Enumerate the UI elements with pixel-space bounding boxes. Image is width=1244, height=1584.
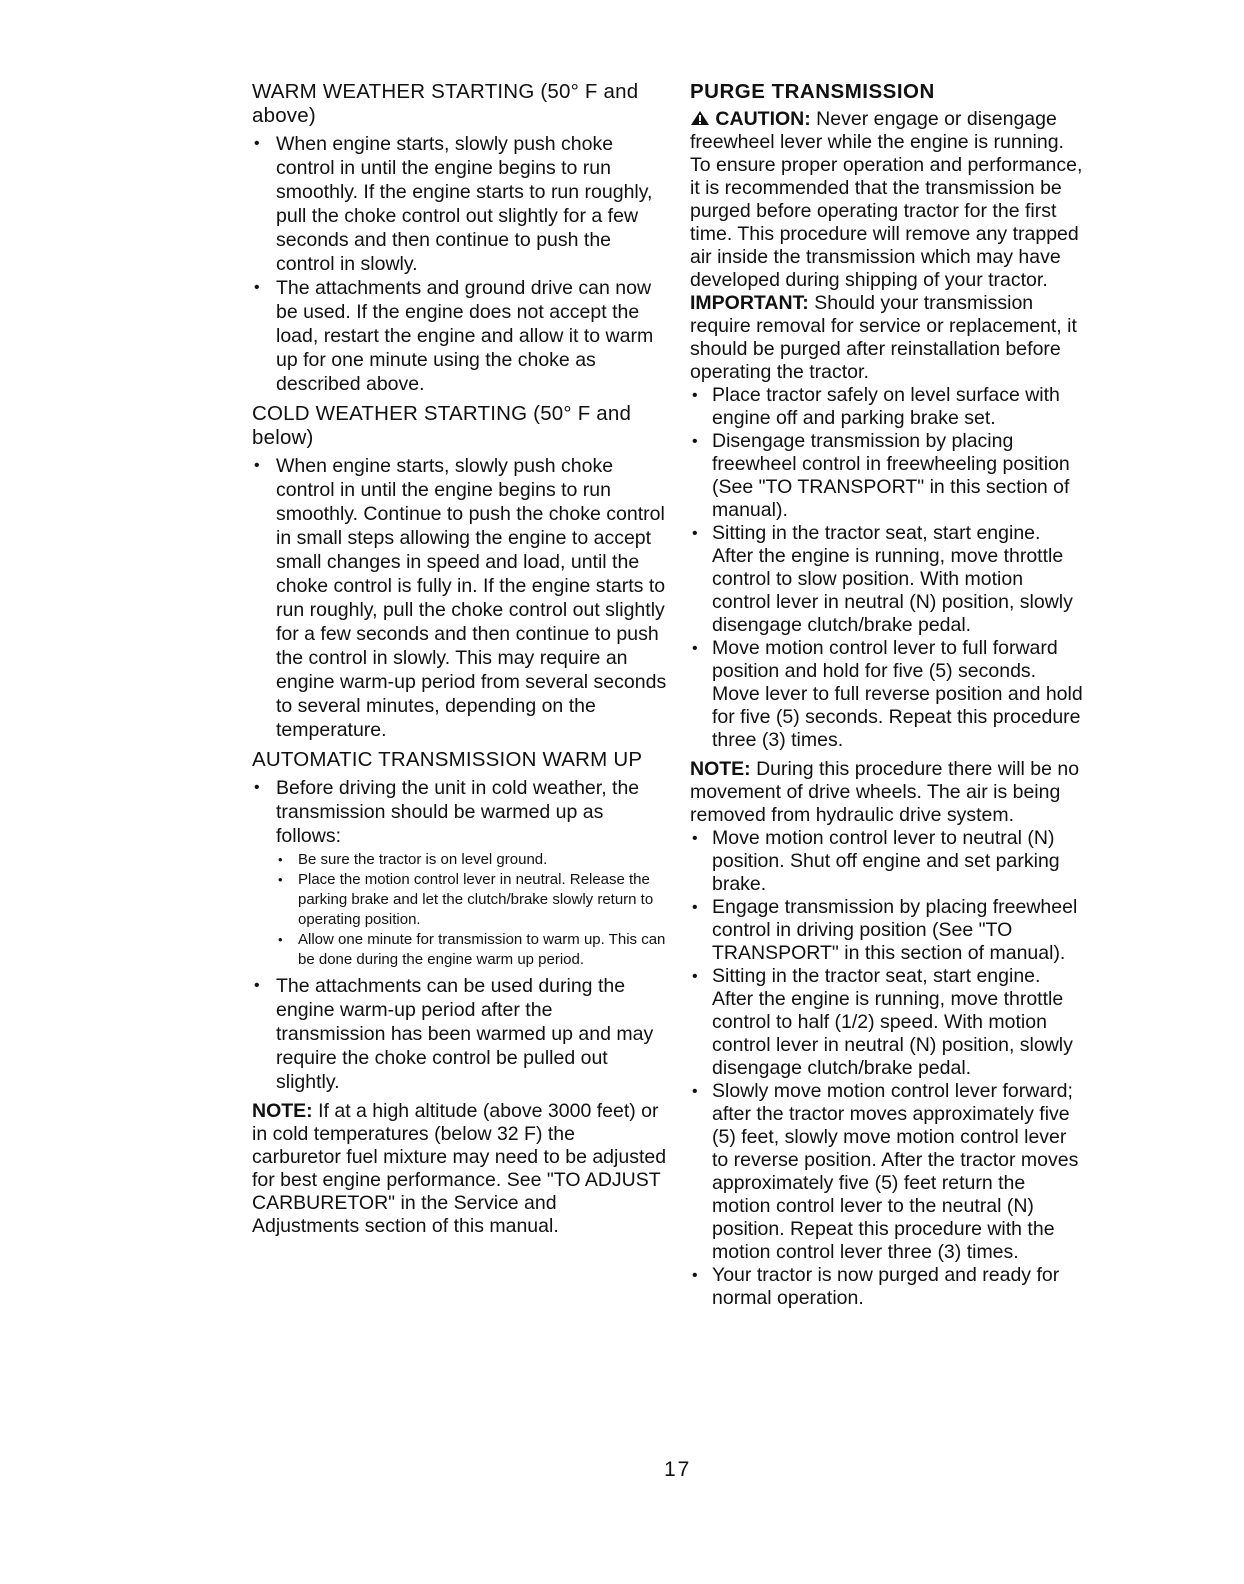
cold-weather-heading: COLD WEATHER STARTING (50° F and below) xyxy=(252,402,632,449)
purge-steps-list-a xyxy=(690,384,1085,752)
list-item: • Disengage transmission by placing freewheel control in freewheeling position (See "TO TRANSPORT" in this section of manual). xyxy=(690,430,1085,522)
list-item: • Sitting in the tractor seat, start engine. After the engine is running, move throttle control to slow position. With motion control lever in neutral (N) position, slowly disengage clutch/brake pedal. xyxy=(690,522,1085,637)
caution-text: Never engage or disengage freewheel lever while the engine is running. xyxy=(690,108,1064,153)
sub-list-item: • Allow one minute for transmission to warm up. This can be done during the engine warm up period. xyxy=(276,930,667,970)
important-text: Should your transmission require removal for service or replacement, it should be purged after reinstallation before operating the tractor. xyxy=(690,292,1077,383)
note-text: If at a high altitude (above 3000 feet) or in cold temperatures (below 32 F) the carburetor fuel mixture may need to be adjusted for best engine performance. See "TO ADJUST CARBURETOR" in the Service and Adjustments section of this manual. xyxy=(252,1100,667,1237)
right-column xyxy=(690,80,1085,1316)
important-label: IMPORTANT: xyxy=(690,292,809,314)
purge-note xyxy=(690,758,1085,827)
important-paragraph xyxy=(690,292,1085,384)
warm-weather-list xyxy=(252,132,667,396)
sub-list xyxy=(276,850,667,970)
cold-weather-list xyxy=(252,454,667,742)
list-item xyxy=(252,776,667,970)
altitude-note xyxy=(252,1100,667,1238)
auto-transmission-list xyxy=(252,776,667,1094)
list-item: • When engine starts, slowly push choke control in until the engine begins to run smoothly. If the engine starts to run roughly, pull the choke control out slightly for a few seconds and then continue to push the control in slowly. xyxy=(252,132,667,276)
list-item: • Sitting in the tractor seat, start engine. After the engine is running, move throttle control to half (1/2) speed. With motion control lever in neutral (N) position, slowly disengage clutch/brake pedal. xyxy=(690,965,1085,1080)
list-item: • Place tractor safely on level surface with engine off and parking brake set. xyxy=(690,384,1085,430)
warm-weather-heading: WARM WEATHER STARTING (50° F and above) xyxy=(252,80,639,127)
caution-paragraph xyxy=(690,108,1085,154)
list-item: • Engage transmission by placing freewheel control in driving position (See "TO TRANSPORT" in this section of manual). xyxy=(690,896,1085,965)
warning-triangle-icon xyxy=(690,108,710,131)
list-item: • Move motion control lever to full forward position and hold for five (5) seconds. Move lever to full reverse position and hold for five (5) seconds. Repeat this procedure three (3) times. xyxy=(690,637,1085,752)
auto-transmission-heading: AUTOMATIC TRANSMISSION WARM UP xyxy=(252,748,643,771)
purge-steps-list-b xyxy=(690,827,1085,1310)
list-item: • The attachments and ground drive can now be used. If the engine does not accept the load, restart the engine and allow it to warm up for one minute using the choke as described above. xyxy=(252,276,667,396)
list-item: • The attachments can be used during the engine warm-up period after the transmission has been warmed up and may require the choke control be pulled out slightly. xyxy=(252,974,667,1094)
caution-label: CAUTION: xyxy=(715,108,811,130)
list-item: • Your tractor is now purged and ready for normal operation. xyxy=(690,1264,1085,1310)
purge-intro: To ensure proper operation and performance, it is recommended that the transmission be purged before operating tractor for the first time. This procedure will remove any trapped air inside the transmission which may have developed during shipping of your tractor. xyxy=(690,154,1083,291)
sub-list-item: • Place the motion control lever in neutral. Release the parking brake and let the clutch/brake slowly return to operating position. xyxy=(276,870,667,930)
note-label: NOTE: xyxy=(690,758,751,780)
list-item: • Move motion control lever to neutral (N) position. Shut off engine and set parking brake. xyxy=(690,827,1085,896)
note-text: During this procedure there will be no movement of drive wheels. The air is being removed from hydraulic drive system. xyxy=(690,758,1080,826)
purge-transmission-heading: PURGE TRANSMISSION xyxy=(690,80,935,103)
list-item: • When engine starts, slowly push choke control in until the engine begins to run smoothly. Continue to push the choke control in small steps allowing the engine to accept small changes in speed and load, until the choke control is fully in. If the engine starts to run roughly, pull the choke control out slightly for a few seconds and then continue to push the control in slowly. This may require an engine warm-up period from several seconds to several minutes, depending on the temperature. xyxy=(252,454,667,742)
page-number: 17 xyxy=(664,1458,692,1481)
left-column xyxy=(252,80,667,1238)
list-item-text: Before driving the unit in cold weather, the transmission should be warmed up as follows: xyxy=(276,777,640,847)
sub-list-item: • Be sure the tractor is on level ground. xyxy=(276,850,667,870)
note-label: NOTE: xyxy=(252,1100,313,1122)
list-item: • Slowly move motion control lever forward; after the tractor moves approximately five (5) feet, slowly move motion control lever to reverse position. After the tractor moves approximately five (5) feet return the motion control lever to the neutral (N) position. Repeat this procedure with the motion control lever three (3) times. xyxy=(690,1080,1085,1264)
